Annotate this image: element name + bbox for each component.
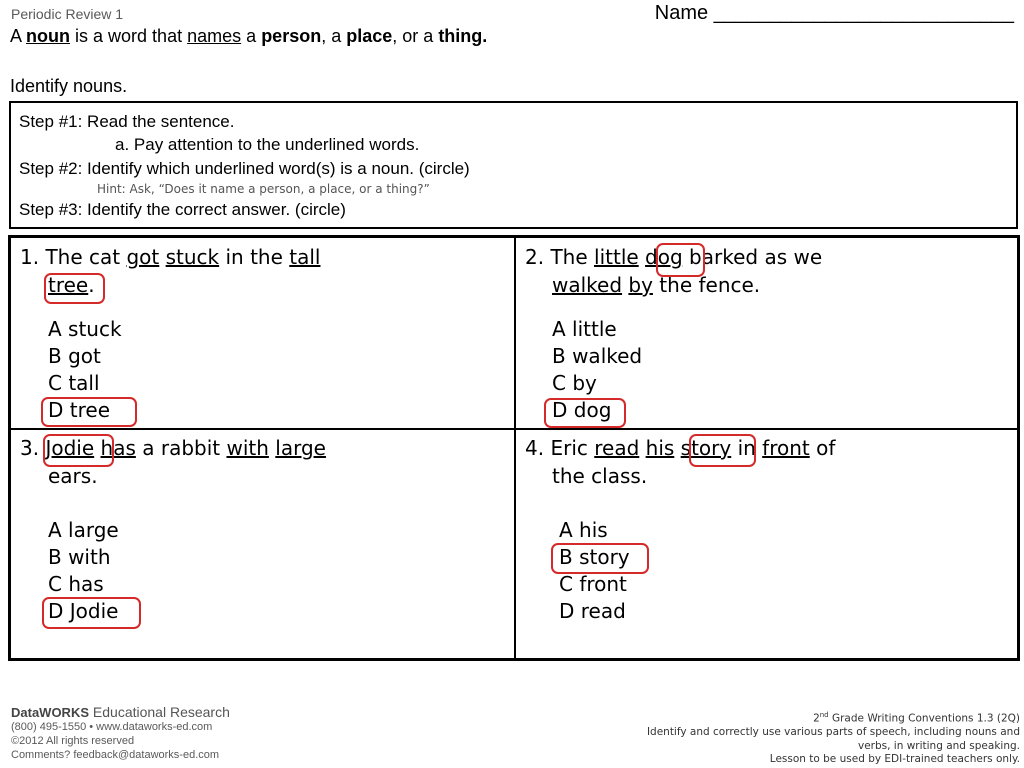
step-2-hint: Hint: Ask, “Does it name a person, a place, or a thing?”: [97, 182, 430, 196]
circle-q3-jodie: [43, 434, 114, 467]
publisher-feedback: Comments? feedback@dataworks-ed.com: [11, 749, 220, 761]
steps-box: [9, 101, 1018, 229]
q4-choice-b: B story: [559, 545, 630, 569]
publisher-contact: (800) 495-1550 • www.dataworks-ed.com: [11, 721, 213, 733]
question-4-line1: 4. Eric read his story in front of: [525, 436, 836, 460]
question-3-line2: ears.: [48, 464, 98, 488]
q2-choice-c: C by: [552, 371, 597, 395]
q4-choice-a: A his: [559, 518, 608, 542]
q1-choice-a: A stuck: [48, 317, 122, 341]
standard-title: 2nd Grade Writing Conventions 1.3 (2Q): [813, 711, 1020, 725]
question-2-line2: walked by the fence.: [552, 273, 761, 297]
q1-choice-b: B got: [48, 344, 101, 368]
noun-definition: A noun is a word that names a person, a place, or a thing.: [10, 26, 488, 46]
q3-choice-a: A large: [48, 518, 119, 542]
circle-q4-answer: [551, 543, 649, 574]
standard-desc-2: verbs, in writing and speaking.: [857, 739, 1020, 752]
question-4-line2: the class.: [552, 464, 648, 488]
question-grid: [8, 235, 1020, 661]
grid-horizontal-divider: [11, 428, 1017, 430]
step-3: Step #3: Identify the correct answer. (circle): [19, 200, 346, 219]
q1-choice-c: C tall: [48, 371, 100, 395]
question-3-line1: 3. Jodie has a rabbit with large: [20, 436, 326, 460]
publisher-copyright: ©2012 All rights reserved: [11, 735, 135, 747]
q2-choice-b: B walked: [552, 344, 643, 368]
q3-choice-d: D Jodie: [48, 599, 119, 623]
question-1-line1: 1. The cat got stuck in the tall: [20, 245, 321, 269]
q4-choice-c: C front: [559, 572, 627, 596]
circle-q4-story: [689, 434, 756, 467]
circle-q2-answer: [544, 398, 626, 428]
q1-choice-d: D tree: [48, 398, 110, 422]
grid-vertical-divider: [514, 238, 516, 658]
circle-q1-answer: [41, 397, 137, 427]
q2-choice-d: D dog: [552, 398, 612, 422]
q2-choice-a: A little: [552, 317, 617, 341]
question-2-line1: 2. The little dog barked as we: [525, 245, 823, 269]
question-1-line2: tree.: [48, 273, 95, 297]
standard-desc-1: Identify and correctly use various parts of speech, including nouns and: [646, 726, 1020, 738]
name-line: Name ___________________________: [654, 2, 1014, 24]
circle-q1-tree: [44, 273, 105, 304]
step-1: Step #1: Read the sentence.: [19, 112, 235, 131]
footer-publisher: [11, 704, 230, 762]
footer-standard: [590, 709, 1020, 767]
step-1a: a. Pay attention to the underlined words.: [115, 135, 420, 154]
task-heading: Identify nouns.: [10, 76, 128, 96]
standard-desc-3: Lesson to be used by EDI-trained teachers only.: [769, 753, 1020, 765]
q3-choice-c: C has: [48, 572, 104, 596]
q4-choice-d: D read: [559, 599, 626, 623]
circle-q3-answer: [42, 597, 141, 629]
q3-choice-b: B with: [48, 545, 111, 569]
circle-q2-dog: [656, 243, 705, 277]
review-label: Periodic Review 1: [11, 6, 124, 22]
publisher-brand: DataWORKS Educational Research: [11, 704, 230, 720]
step-2: Step #2: Identify which underlined word(s) is a noun. (circle): [19, 159, 470, 178]
